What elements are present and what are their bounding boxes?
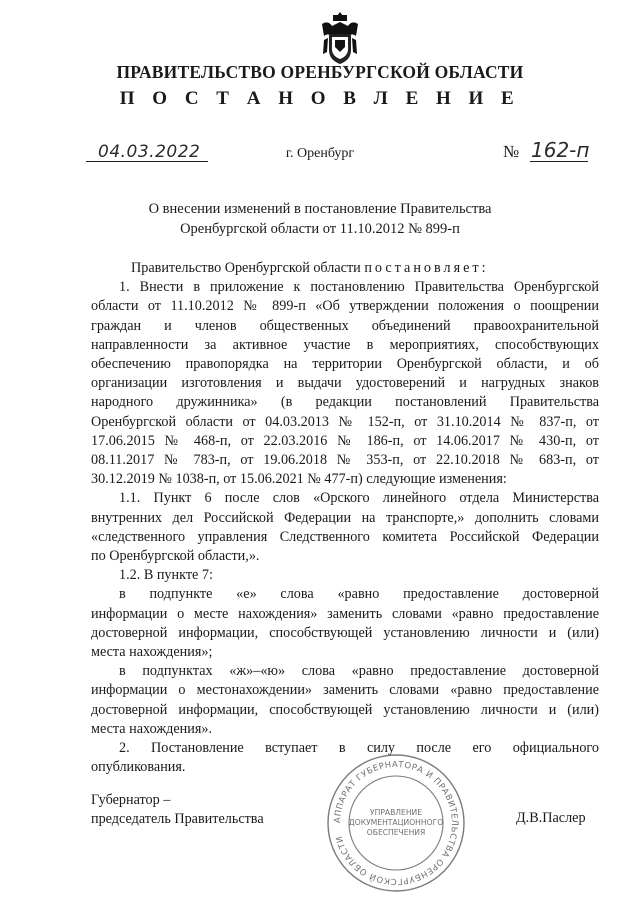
stamp-center-line: ДОКУМЕНТАЦИОННОГО [348, 818, 444, 827]
body-line: места нахождения». [91, 720, 212, 737]
stamp-center-line: УПРАВЛЕНИЕ [369, 808, 423, 817]
body-line: внутренних дел Российской Федерации на транспорте,» дополнить словами [91, 509, 599, 526]
preamble-text: Правительство Оренбургской области [131, 260, 365, 276]
body-line: опубликования. [91, 759, 186, 776]
body-line: информации о месте нахождения» заменить словами «равно предоставление [91, 605, 599, 622]
position-line: председатель Правительства [91, 811, 264, 828]
body-line: «следственного управления Следственного комитета Российской Федерации [91, 528, 599, 545]
number-underline [530, 161, 588, 162]
position-line: Губернатор – [91, 792, 171, 808]
body-line: организации изготовления и выдачи удостоверений и нагрудных знаков [91, 375, 599, 392]
body-line: народного дружинника» (в редакции постановлений Правительства [91, 394, 599, 411]
body-line: 1.2. В пункте 7: [119, 567, 213, 584]
body-line: 30.12.2019 № 1038-п, от 15.06.2021 № 477-п) следующие изменения: [91, 471, 507, 488]
body-line: в подпункте «е» слова «равно предоставление достоверной [119, 586, 599, 603]
body-line: граждан и членов общественных объединений правоохранительной [91, 317, 599, 334]
stamp-ring-text: АППАРАТ ГУБЕРНАТОРА И ПРАВИТЕЛЬСТВА ОРЕНБУРГСКОЙ ОБЛАСТИ [331, 758, 461, 888]
official-stamp [325, 752, 467, 894]
body-line: направленности за активное участие в мероприятиях, способствующих [91, 336, 599, 353]
document-city: г. Оренбург [285, 146, 355, 161]
document-body [91, 259, 599, 777]
document-subject [0, 199, 640, 239]
body-line: 2. Постановление вступает в силу после его официального [119, 740, 599, 757]
preamble-spaced: постановляет: [364, 260, 489, 276]
government-title: ПРАВИТЕЛЬСТВО ОРЕНБУРГСКОЙ ОБЛАСТИ [116, 62, 524, 82]
body-line: 08.11.2017 № 783-п, от 19.06.2018 № 353-п, от 22.10.2018 № 683-п, от [91, 452, 599, 469]
document-date: 04.03.2022 [98, 142, 201, 162]
body-line: 17.06.2015 № 468-п, от 22.03.2016 № 186-п, от 14.06.2017 № 430-п, от [91, 432, 599, 449]
body-line: Оренбургской области от 04.03.2013 № 152-п, от 31.10.2014 № 837-п, от [91, 413, 599, 430]
document-number: 162-п [531, 138, 590, 162]
coat-of-arms-icon [318, 10, 362, 66]
document-type: П О С Т А Н О В Л Е Н И Е [119, 88, 521, 109]
body-line: области от 11.10.2012 № 899-п «Об утверждении положения о поощрении [91, 298, 599, 315]
preamble [91, 259, 599, 278]
body-line: достоверной информации, способствующей установлению личности и (или) [91, 624, 599, 641]
body-line: места нахождения»; [91, 644, 213, 661]
body-line: достоверной информации, способствующей установлению личности и (или) [91, 701, 599, 718]
body-line: информации о местонахождении» заменить словами «равно предоставление [91, 682, 599, 699]
body-line: по Оренбургской области,». [91, 548, 260, 565]
number-label: № [503, 142, 520, 161]
body-line: 1. Внести в приложение к постановлению Правительства Оренбургской [119, 279, 599, 296]
signatory-name: Д.В.Паслер [516, 810, 586, 826]
subject-line: Оренбургской области от 11.10.2012 № 899-п [180, 221, 460, 237]
body-line: обеспечению правопорядка на территории Оренбургской области, и об [91, 356, 599, 373]
body-line: в подпунктах «ж»–«ю» слова «равно предоставление достоверной [119, 663, 599, 680]
signatory-position [91, 791, 264, 829]
subject-line: О внесении изменений в постановление Правительства [148, 201, 492, 217]
body-line: 1.1. Пункт 6 после слов «Орского линейного отдела Министерства [119, 490, 599, 507]
stamp-center-line: ОБЕСПЕЧЕНИЯ [366, 828, 426, 837]
